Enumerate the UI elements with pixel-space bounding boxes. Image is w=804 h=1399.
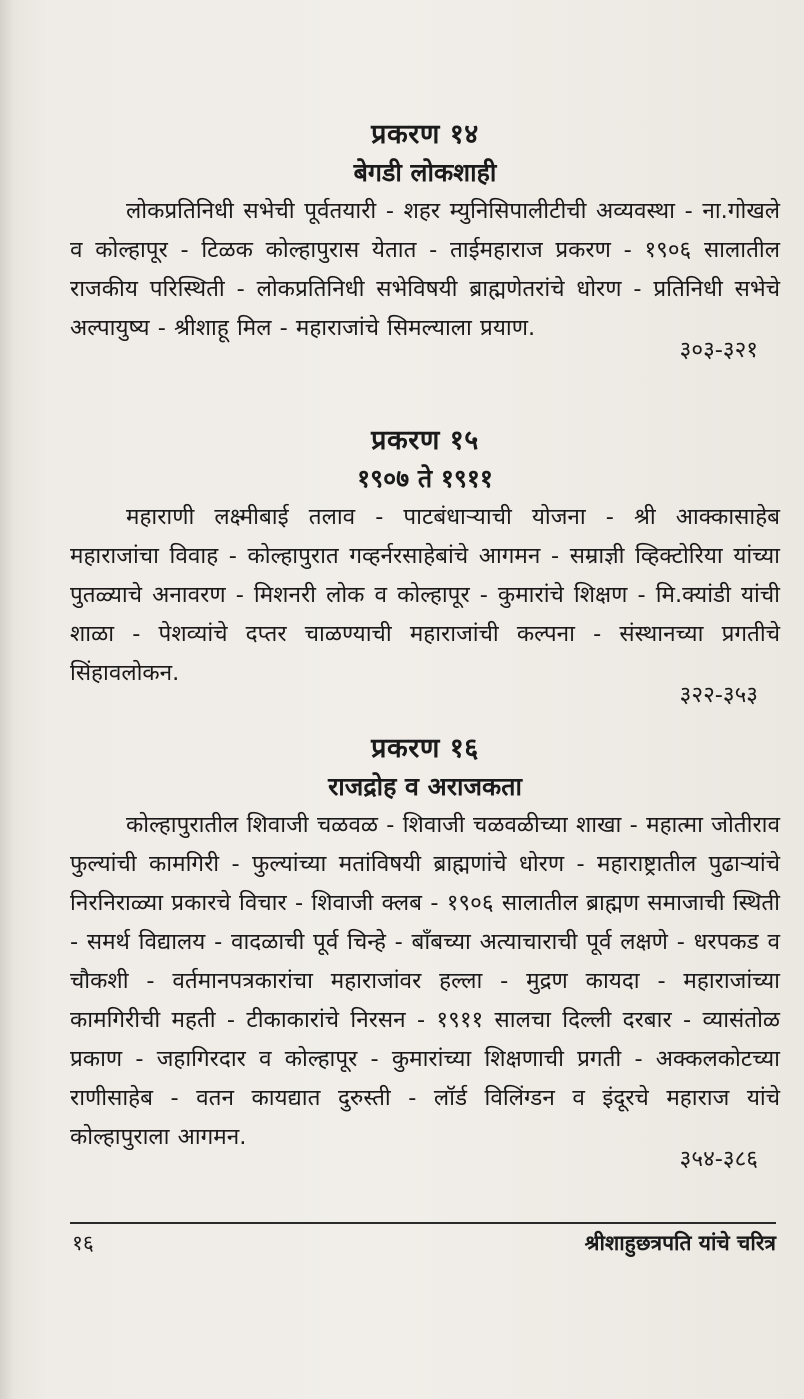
running-title: श्रीशाहुछत्रपति यांचे चरित्र [584, 1231, 776, 1255]
chapter-title: राजद्रोह व अराजकता [328, 772, 522, 801]
footer-divider [70, 1222, 776, 1224]
chapter-page-range: ३०३-३२१ [679, 337, 758, 363]
chapter-heading: प्रकरण १६ [371, 733, 479, 764]
binding-shadow [0, 0, 14, 1399]
chapter-page-range: ३२२-३५३ [679, 682, 758, 708]
chapter-summary [70, 806, 780, 1157]
chapter-14 [70, 118, 780, 364]
chapter-heading: प्रकरण १५ [371, 425, 479, 456]
chapter-summary-text: कोल्हापुरातील शिवाजी चळवळ - शिवाजी चळवळीच्या शाखा - महात्मा जोतीराव फुल्यांची कामगिरी - फुल्यांच्या मतांविषयी ब्राह्मणांचे धोरण - महाराष्ट्रातील पुढाऱ्यांचे निरनिराळ्या प्रकारचे विचार - शिवाजी क्लब - १९०६ सालातील ब्राह्मण समाजाची स्थिती - समर्थ विद्यालय - वादळाची पूर्व चिन्हे - बाँबच्या अत्याचाराची पूर्व लक्षणे - धरपकड व चौकशी - वर्तमानपत्रकारांचा महाराजांवर हल्ला - मुद्रण कायदा - महाराजांच्या कामगिरीची महती - टीकाकारांचे निरसन - १९११ सालचा दिल्ली दरबार - व्यासंतोळ प्रकाण - जहागिरदार व कोल्हापूर - कुमारांच्या शिक्षणाची प्रगती - अक्कलकोटच्या राणीसाहेब - वतन कायद्यात दुरुस्ती - लॉर्ड विलिंग्डन व इंदूरचे महाराज यांचे कोल्हापुराला आगमन. [70, 812, 780, 1150]
chapter-summary-text: महाराणी लक्ष्मीबाई तलाव - पाटबंधाऱ्याची योजना - श्री आक्कासाहेब महाराजांचा विवाह - कोल्हापुरात गव्हर्नरसाहेबांचे आगमन - सम्राज्ञी व्हिक्टोरिया यांच्या पुतळ्याचे अनावरण - मिशनरी लोक व कोल्हापूर - कुमारांचे शिक्षण - मि.क्यांडी यांची शाळा - पेशव्यांचे दप्तर चाळण्याची महाराजांची कल्पना - संस्थानच्या प्रगतीचे सिंहावलोकन. [70, 504, 780, 686]
chapter-summary [70, 498, 780, 693]
chapter-summary [70, 192, 780, 348]
chapter-15 [70, 424, 780, 709]
chapter-16 [70, 732, 780, 1173]
chapter-page-range: ३५४-३८६ [679, 1146, 758, 1172]
page-number: १६ [72, 1231, 94, 1255]
chapter-title: १९०७ ते १९११ [357, 464, 493, 493]
chapter-title: बेगडी लोकशाही [353, 158, 497, 187]
chapter-summary-text: लोकप्रतिनिधी सभेची पूर्वतयारी - शहर म्युनिसिपालीटीची अव्यवस्था - ना.गोखले व कोल्हापूर - टिळक कोल्हापुरास येतात - ताईमहाराज प्रकरण - १९०६ सालातील राजकीय परिस्थिती - लोकप्रतिनिधी सभेविषयी ब्राह्मणेतरांचे धोरण - प्रतिनिधी सभेचे अल्पायुष्य - श्रीशाहू मिल - महाराजांचे सिमल्याला प्रयाण. [70, 198, 780, 341]
chapter-heading: प्रकरण १४ [371, 119, 479, 150]
